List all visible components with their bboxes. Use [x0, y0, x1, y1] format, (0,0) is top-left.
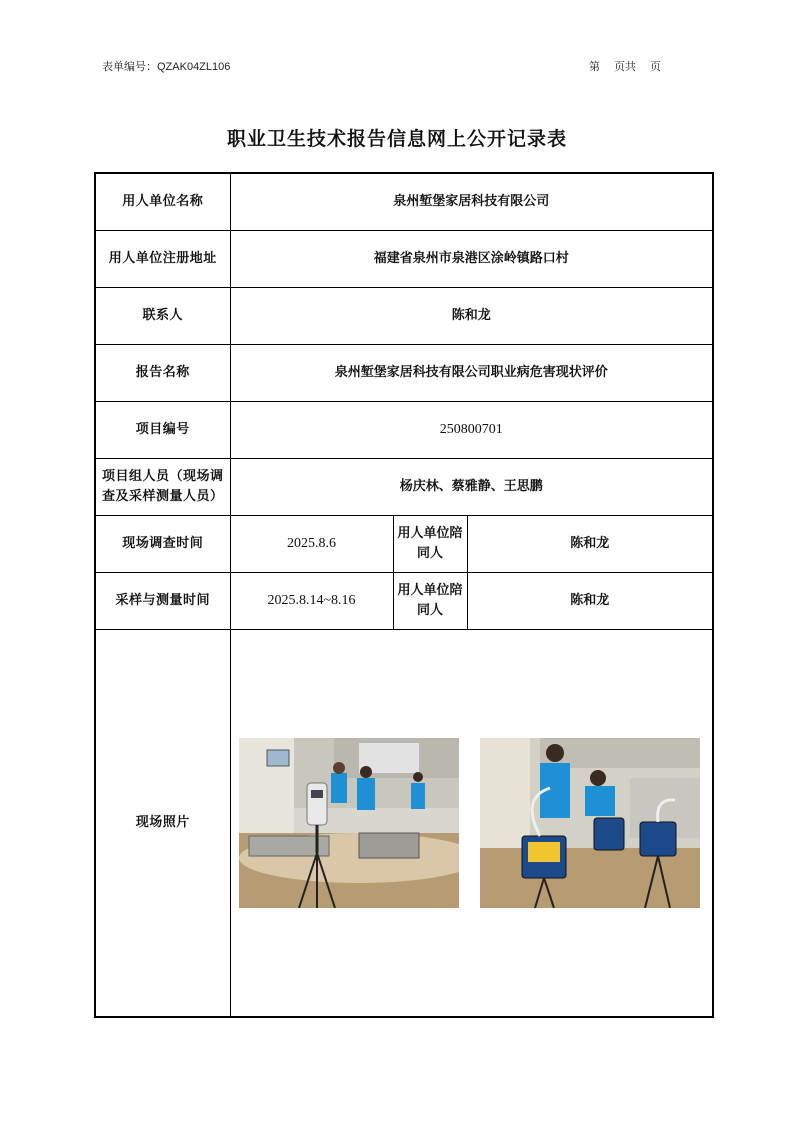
table-row — [95, 572, 713, 629]
table-row — [95, 230, 713, 287]
air-sampler-photo — [480, 738, 700, 908]
employer-address-value: 福建省泉州市泉港区涂岭镇路口村 — [230, 230, 713, 287]
photos-label: 现场照片 — [95, 629, 230, 1017]
photo-area — [231, 630, 713, 1016]
report-name-label: 报告名称 — [95, 344, 230, 401]
table-row — [95, 287, 713, 344]
project-no-value: 250800701 — [230, 401, 713, 458]
survey-companion-value: 陈和龙 — [467, 515, 713, 572]
table-row — [95, 344, 713, 401]
noise-meter-tripod-photo — [239, 738, 459, 908]
team-value: 杨庆林、蔡雅静、王思鹏 — [230, 458, 713, 515]
photos-cell — [230, 629, 713, 1017]
sampling-time-label: 采样与测量时间 — [95, 572, 230, 629]
survey-time-label: 现场调查时间 — [95, 515, 230, 572]
page-title: 职业卫生技术报告信息网上公开记录表 — [226, 128, 567, 150]
sampling-companion-value: 陈和龙 — [467, 572, 713, 629]
form-number: 表单编号：QZAK04ZL106 — [102, 61, 231, 73]
team-label: 项目组人员（现场调查及采样测量人员） — [95, 458, 230, 515]
table-row — [95, 629, 713, 1017]
contact-value: 陈和龙 — [230, 287, 713, 344]
employer-address-label: 用人单位注册地址 — [95, 230, 230, 287]
report-name-value: 泉州堑堡家居科技有限公司职业病危害现状评价 — [230, 344, 713, 401]
employer-name-value: 泉州堑堡家居科技有限公司 — [230, 173, 713, 230]
survey-time-value: 2025.8.6 — [230, 515, 393, 572]
employer-name-label: 用人单位名称 — [95, 173, 230, 230]
project-no-label: 项目编号 — [95, 401, 230, 458]
record-table — [94, 172, 714, 1018]
table-row — [95, 458, 713, 515]
sampling-time-value: 2025.8.14~8.16 — [230, 572, 393, 629]
contact-label: 联系人 — [95, 287, 230, 344]
table-row — [95, 173, 713, 230]
table-row — [95, 515, 713, 572]
sampling-companion-label: 用人单位陪同人 — [393, 572, 467, 629]
table-row — [95, 401, 713, 458]
page-number: 第 页共 页 — [589, 61, 661, 73]
survey-companion-label: 用人单位陪同人 — [393, 515, 467, 572]
